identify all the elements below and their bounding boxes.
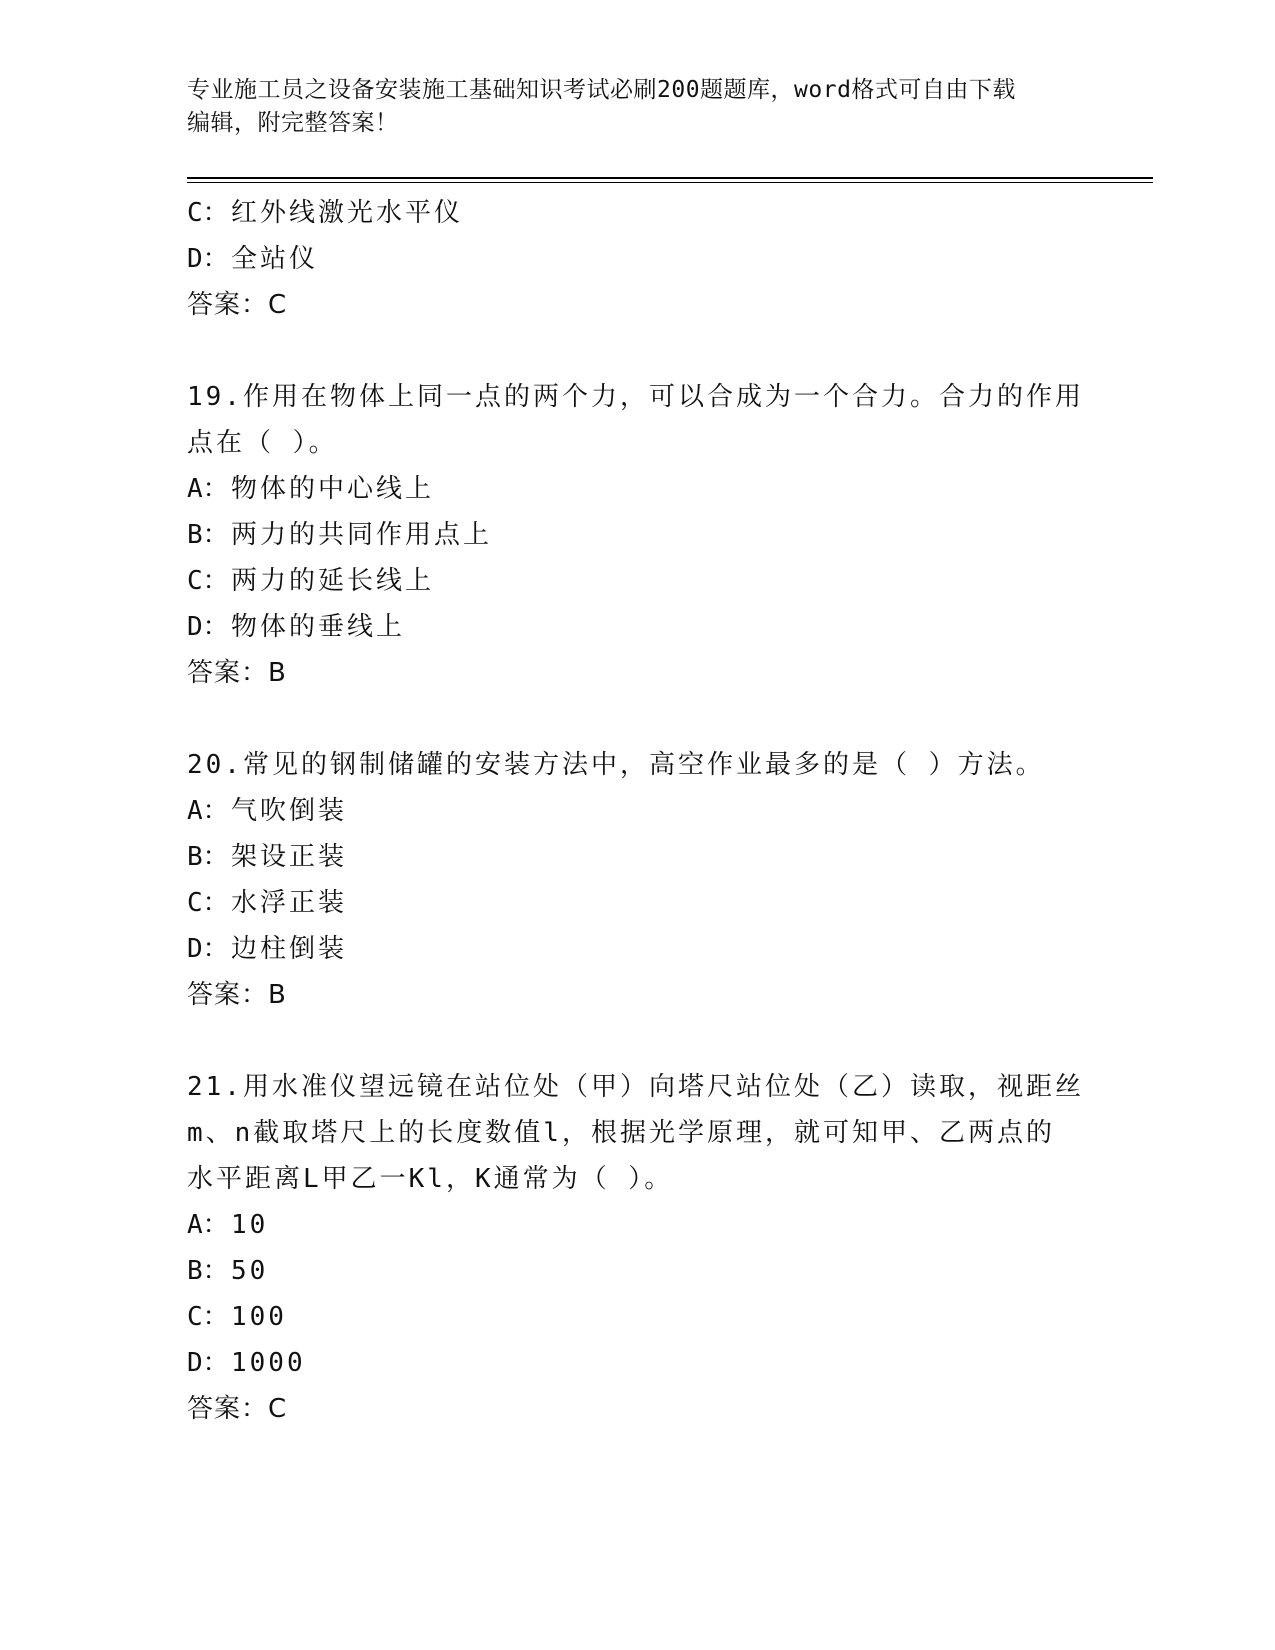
option-key: C： [187,888,229,918]
option-key: A： [187,474,229,504]
answer-line: 答案：B [187,980,287,1010]
question-19 [187,374,1087,696]
option-b [187,512,1087,558]
question-stem-line-1: 19.作用在物体上同一点的两个力，可以合成为一个合力。合力的作用 [187,382,1084,412]
option-key: B： [187,520,229,550]
option-text: 全站仪 [231,244,319,274]
option-c [187,880,1087,926]
header-title-line-2: 编辑，附完整答案！ [187,110,399,136]
document-header [187,74,1087,140]
option-key: B： [187,842,229,872]
option-key: D： [187,934,229,964]
answer-line: 答案：C [187,290,288,320]
spacer [187,696,1087,742]
option-key: D： [187,612,229,642]
question-18 [187,190,1087,328]
option-a [187,466,1087,512]
option-text: 两力的延长线上 [231,566,435,596]
option-key: D： [187,244,229,274]
option-text: 物体的中心线上 [231,474,435,504]
option-text: 边柱倒装 [231,934,348,964]
option-d [187,926,1087,972]
option-text: 50 [231,1256,269,1286]
option-key: B： [187,1256,229,1286]
question-21 [187,1064,1087,1432]
option-c [187,1294,1087,1340]
question-list [187,190,1087,1432]
header-divider-thick [187,177,1153,179]
option-text: 1000 [231,1348,306,1378]
answer-line: 答案：B [187,658,287,688]
option-key: C： [187,566,229,596]
option-b [187,834,1087,880]
option-text: 100 [231,1302,287,1332]
question-20 [187,742,1087,1018]
question-stem-line-3: 水平距离L甲乙一Kl，K通常为（ ）。 [187,1164,674,1194]
option-text: 水浮正装 [231,888,348,918]
option-d [187,604,1087,650]
spacer [187,328,1087,374]
option-a [187,788,1087,834]
header-divider-thin [187,182,1153,183]
option-b [187,1248,1087,1294]
question-stem-line-1: 20.常见的钢制储罐的安装方法中，高空作业最多的是（ ）方法。 [187,750,1045,780]
answer-line: 答案：C [187,1394,288,1424]
question-stem-line-2: m、n截取塔尺上的长度数值l，根据光学原理，就可知甲、乙两点的 [187,1118,1055,1148]
question-stem-line-1: 21.用水准仪望远镜在站位处（甲）向塔尺站位处（乙）读取，视距丝 [187,1072,1084,1102]
option-c [187,558,1087,604]
option-key: C： [187,198,229,228]
option-key: A： [187,1210,229,1240]
option-c [187,190,1087,236]
option-d [187,1340,1087,1386]
option-text: 红外线激光水平仪 [231,198,464,228]
spacer [187,1018,1087,1064]
option-a [187,1202,1087,1248]
option-text: 架设正装 [231,842,348,872]
option-key: D： [187,1348,229,1378]
header-title-line-1: 专业施工员之设备安装施工基础知识考试必刷200题题库，word格式可自由下载 [187,77,1016,103]
option-d [187,236,1087,282]
option-key: A： [187,796,229,826]
question-stem-line-2: 点在（ ）。 [187,428,338,458]
option-text: 物体的垂线上 [231,612,406,642]
option-text: 10 [231,1210,269,1240]
option-key: C： [187,1302,229,1332]
option-text: 两力的共同作用点上 [231,520,493,550]
option-text: 气吹倒装 [231,796,348,826]
